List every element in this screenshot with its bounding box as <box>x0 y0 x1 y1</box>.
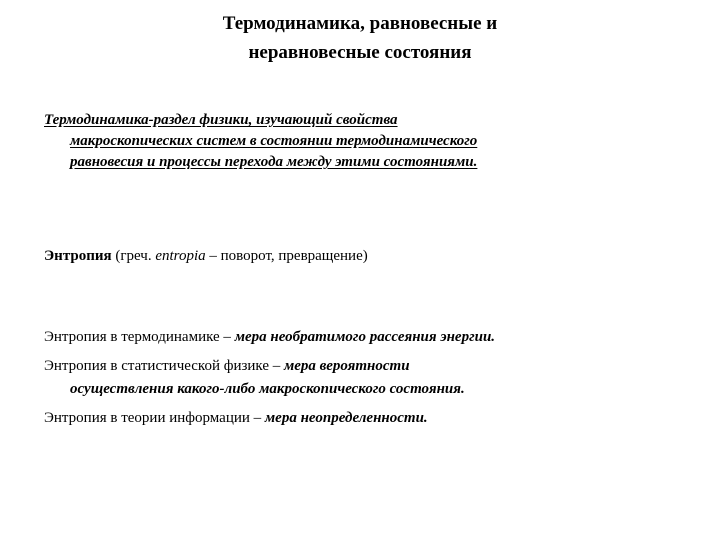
meaning-text: мера неопределенности. <box>264 410 428 426</box>
entropy-etymology <box>44 246 368 267</box>
entropy-meanings-list <box>44 326 694 430</box>
meaning-context: Энтропия в статистической физике – <box>44 358 284 374</box>
thermodynamics-definition <box>44 110 684 173</box>
slide-title <box>0 9 720 67</box>
meaning-text: мера вероятности <box>284 358 410 374</box>
meaning-context: Энтропия в термодинамике – <box>44 329 235 345</box>
etymology-prefix: (греч. <box>111 248 156 264</box>
definition-line-1: Термодинамика-раздел физики, изучающий свойства <box>44 112 398 128</box>
slide-title-line-1: Термодинамика, равновесные и <box>222 13 498 34</box>
entropy-meaning-information-theory <box>44 407 694 430</box>
etymology-suffix: – поворот, превращение) <box>205 248 368 264</box>
entropy-meaning-statistical-physics-continued <box>44 378 694 401</box>
definition-line-2: макроскопических систем в состоянии термодинамического <box>70 133 478 149</box>
slide-title-line-2: неравновесные состояния <box>248 42 472 63</box>
meaning-context: Энтропия в теории информации – <box>44 410 265 426</box>
meaning-text: мера необратимого рассеяния энергии. <box>234 329 496 345</box>
definition-line-3: равновесия и процессы перехода между этими состояниями. <box>70 154 478 170</box>
greek-word: entropia <box>155 248 206 264</box>
entropy-term: Энтропия <box>44 248 112 264</box>
entropy-meaning-statistical-physics <box>44 355 694 378</box>
entropy-meaning-thermodynamics <box>44 326 694 349</box>
meaning-text-continued: осуществления какого-либо макроскопического состояния. <box>70 381 465 397</box>
